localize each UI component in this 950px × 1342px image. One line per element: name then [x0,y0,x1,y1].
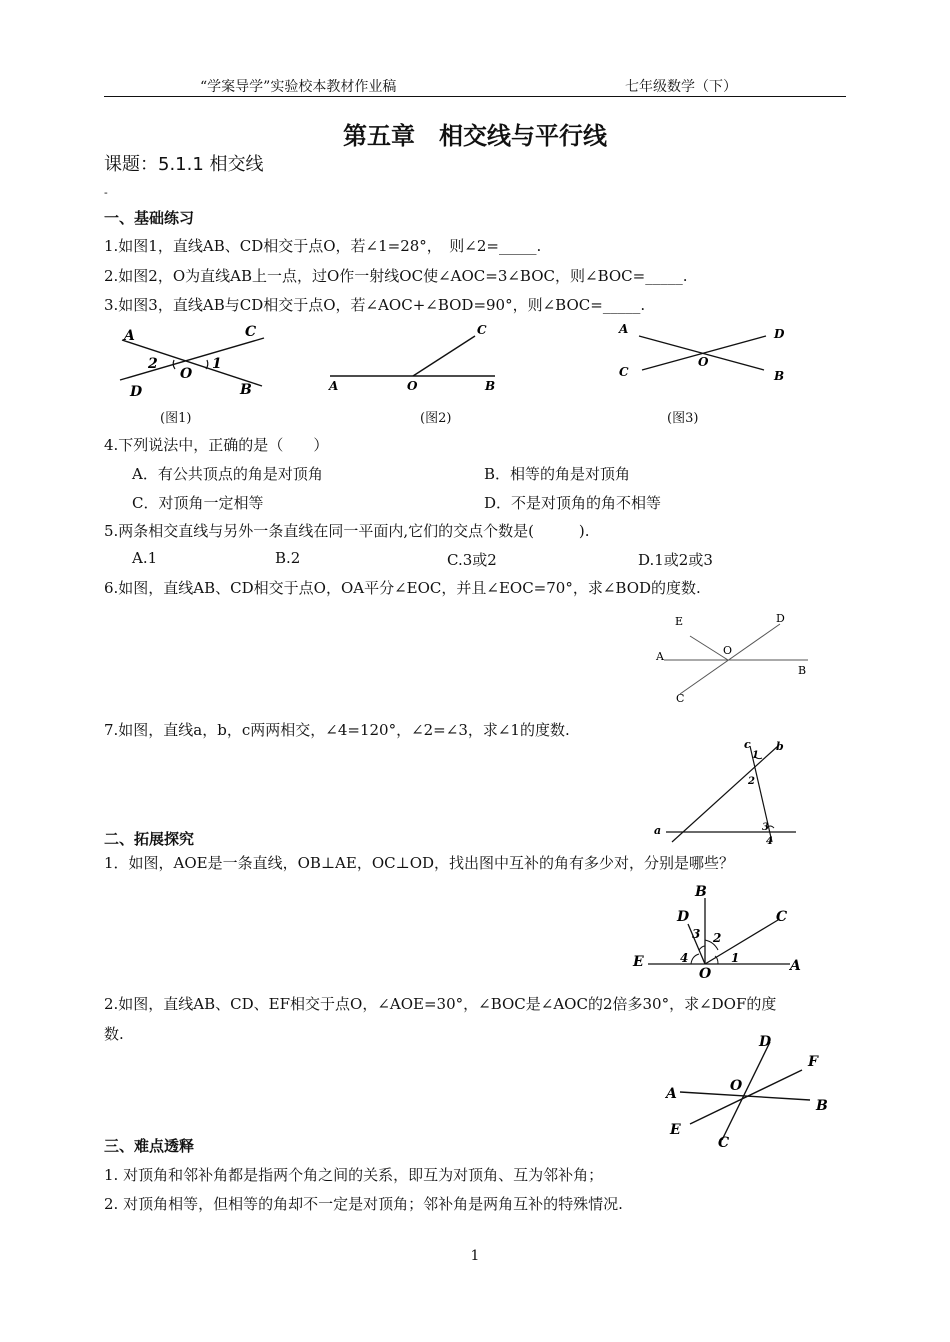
figE1-label-o: O [699,966,712,982]
basic-q6: 6.如图，直线AB、CD相交于点O，OA平分∠EOC，并且∠EOC=70°，求∠BOD的度数. [104,579,701,597]
fig3-label-d: D [774,327,785,341]
fig7-label-1: 1 [752,750,759,761]
stray-mark: - [104,186,108,199]
q5-option-a: A.1 [132,549,158,567]
fig2-label-a: A [329,379,339,393]
figE2-label-a: A [666,1086,677,1102]
fig7-label-4: 4 [766,836,773,847]
q4-option-b: B．相等的角是对顶角 [484,465,631,483]
caption-fig3: (图3) [667,411,699,426]
figE1-label-a: A [790,958,801,974]
fig2-label-o: O [407,379,418,393]
basic-q7: 7.如图，直线a，b，c两两相交，∠4=120°，∠2=∠3，求∠1的度数. [104,721,570,739]
q5-option-d: D.1或2或3 [638,551,713,569]
figE1-label-e: E [633,954,644,970]
caption-fig2: (图2) [420,411,452,426]
figE1-label-1: 1 [731,951,740,965]
fig6-label-a: A [656,650,664,663]
page-title: 第五章 相交线与平行线 [343,122,607,150]
figE2-label-f: F [808,1054,818,1070]
figE1-label-4: 4 [680,951,689,965]
figE2-label-e: E [670,1122,681,1138]
page-number: 1 [470,1248,480,1264]
figE2-label-c: C [718,1135,730,1151]
figE1-label-b: B [695,884,707,900]
fig3-label-a: A [619,322,629,336]
figure-extend-1 [628,884,818,982]
fig1-label-o: O [180,366,193,382]
figE1-label-c: C [776,909,788,925]
lesson-title: 课题：5.1.1 相交线 [104,154,264,175]
figure-7 [648,738,808,848]
figE2-label-o: O [730,1078,743,1094]
basic-q1: 1.如图1，直线AB、CD相交于点O，若∠1=28°， 则∠2=_____. [104,237,542,255]
header-divider [104,96,846,97]
hard-point-2: 2. 对顶角相等，但相等的角却不一定是对顶角；邻补角是两角互补的特殊情况. [104,1195,623,1213]
fig3-label-c: C [619,365,629,379]
fig7-label-c: c [744,738,751,751]
header-right: 七年级数学（下） [625,79,737,95]
fig7-label-3: 3 [762,822,769,833]
fig6-label-e: E [675,615,684,628]
q4-option-a: A．有公共顶点的角是对顶角 [132,465,323,483]
basic-q2: 2.如图2，O为直线AB上一点，过O作一射线OC使∠AOC=3∠BOC，则∠BOC=_____. [104,267,688,285]
figure-2 [325,320,505,400]
q4-option-c: C．对顶角一定相等 [132,494,264,512]
fig1-label-c: C [245,324,257,340]
figure-6 [648,612,818,705]
fig3-label-o: O [698,355,709,369]
figE1-label-d: D [677,909,690,925]
fig6-label-o: O [723,644,733,657]
figure-1 [112,322,292,402]
q5-option-b: B.2 [275,549,301,567]
fig2-label-b: B [485,379,496,393]
figure-3 [614,318,804,398]
section-basic-heading: 一、基础练习 [104,209,195,227]
section-extend-heading: 二、拓展探究 [104,830,195,848]
fig7-label-2: 2 [748,776,755,787]
extend-q2-line1: 2.如图，直线AB、CD、EF相交于点O，∠AOE=30°，∠BOC是∠AOC的2倍多30°，求∠DOF的度 [104,995,777,1013]
q4-option-d: D．不是对顶角的角不相等 [484,494,662,512]
fig1-label-2: 2 [148,356,158,372]
extend-q2-line2: 数. [104,1025,124,1043]
fig3-label-b: B [774,369,785,383]
caption-fig1: (图1) [160,411,192,426]
fig7-label-a: a [654,824,662,837]
q5-option-c: C.3或2 [447,551,497,569]
extend-q1: 1．如图，AOE是一条直线，OB⊥AE，OC⊥OD，找出图中互补的角有多少对，分别是哪些？ [104,854,735,872]
header-left: “学案导学”实验校本教材作业稿 [200,79,397,95]
fig1-label-1: 1 [212,356,222,372]
figE1-label-3: 3 [692,927,701,941]
fig6-label-c: C [676,692,685,705]
basic-q3: 3.如图3，直线AB与CD相交于点O，若∠AOC+∠BOD=90°，则∠BOC=_____. [104,296,646,314]
figure-extend-2 [660,1032,840,1152]
fig1-label-a: A [124,328,135,344]
basic-q4: 4.下列说法中，正确的是（ ） [104,436,329,454]
fig6-label-b: B [798,664,807,677]
figE1-label-2: 2 [713,931,722,945]
fig1-label-d: D [130,384,143,400]
figE2-label-b: B [816,1098,828,1114]
fig2-label-c: C [477,323,487,337]
section-hard-heading: 三、难点透释 [104,1137,195,1155]
fig6-label-d: D [776,612,785,625]
fig1-label-b: B [240,382,252,398]
figE2-label-d: D [759,1034,772,1050]
basic-q5: 5.两条相交直线与另外一条直线在同一平面内,它们的交点个数是( ). [104,522,590,540]
hard-point-1: 1. 对顶角和邻补角都是指两个角之间的关系，即互为对顶角、互为邻补角； [104,1166,604,1184]
fig7-label-b: b [776,740,784,753]
